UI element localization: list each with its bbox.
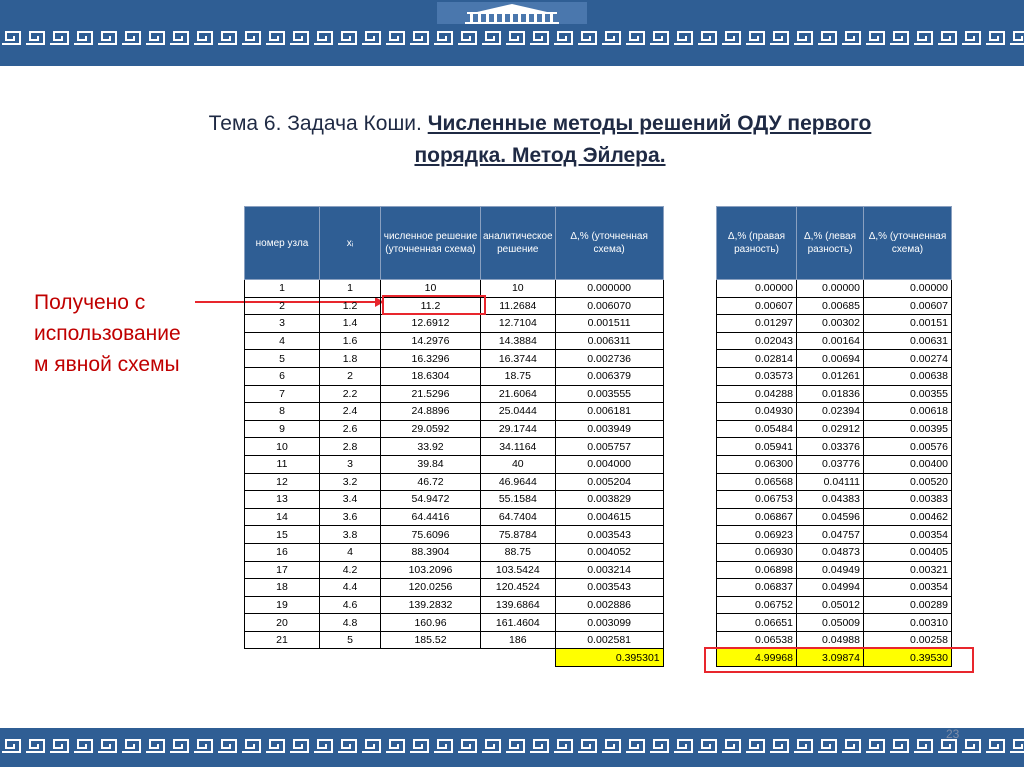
- table-cell: 19: [245, 596, 320, 614]
- table-cell: 0.00274: [864, 350, 952, 368]
- title-bold-line2: порядка. Метод Эйлера.: [414, 144, 666, 167]
- table-cell: 0.006311: [555, 332, 663, 350]
- table-cell: 5: [320, 631, 381, 649]
- table-cell: 1.2: [320, 297, 381, 315]
- table-cell: 24.8896: [381, 403, 481, 421]
- table-row: [245, 526, 664, 544]
- table-cell: 64.7404: [481, 508, 556, 526]
- table-cell: 1.8: [320, 350, 381, 368]
- footer-band: [0, 728, 1024, 767]
- table-cell: 34.1164: [481, 438, 556, 456]
- table-row: [717, 455, 952, 473]
- table-cell: 186: [481, 631, 556, 649]
- table-row: [245, 455, 664, 473]
- table-cell: 29.1744: [481, 420, 556, 438]
- table-cell: 0.01297: [717, 315, 797, 333]
- table-cell: 0.02912: [797, 420, 864, 438]
- table-row: [245, 350, 664, 368]
- table-cell: 0.00289: [864, 596, 952, 614]
- table-row: [245, 403, 664, 421]
- table-cell: 0.04930: [717, 403, 797, 421]
- table-cell: 46.9644: [481, 473, 556, 491]
- table-cell: 0.00000: [797, 280, 864, 298]
- table-row: [717, 596, 952, 614]
- table-cell: 11: [245, 455, 320, 473]
- table-cell: 2.4: [320, 403, 381, 421]
- table-cell: 3.4: [320, 491, 381, 509]
- table-cell: 0.00355: [864, 385, 952, 403]
- empty-cell: [320, 649, 381, 667]
- building-emblem-icon: [437, 2, 587, 24]
- table-cell: 0.06538: [717, 631, 797, 649]
- table-cell: 0.04596: [797, 508, 864, 526]
- table-row: [717, 367, 952, 385]
- table-cell: 0.006070: [555, 297, 663, 315]
- table-cell: 0.00151: [864, 315, 952, 333]
- table-cell: 2.2: [320, 385, 381, 403]
- table-cell: 12.6912: [381, 315, 481, 333]
- total-cell: 0.39530: [864, 649, 952, 667]
- table-cell: 18.75: [481, 367, 556, 385]
- table-cell: 0.003099: [555, 614, 663, 632]
- table-cell: 4.2: [320, 561, 381, 579]
- table-row: [245, 631, 664, 649]
- table-cell: 11.2: [381, 297, 481, 315]
- table-cell: 0.002886: [555, 596, 663, 614]
- table-cell: 0.04949: [797, 561, 864, 579]
- table-cell: 0.00400: [864, 455, 952, 473]
- table-cell: 0.002736: [555, 350, 663, 368]
- table-cell: 0.02043: [717, 332, 797, 350]
- total-cell: 0.395301: [555, 649, 663, 667]
- table-row: [717, 561, 952, 579]
- note-line1: Получено с: [34, 291, 146, 314]
- table-row: [717, 385, 952, 403]
- table-cell: 8: [245, 403, 320, 421]
- table-cell: 0.00321: [864, 561, 952, 579]
- table-cell: 0.00694: [797, 350, 864, 368]
- table-cell: 0.00383: [864, 491, 952, 509]
- table-cell: 46.72: [381, 473, 481, 491]
- col-right-diff: Δ,% (правая разность): [717, 207, 797, 280]
- table-cell: 0.06752: [717, 596, 797, 614]
- table-cell: 4: [245, 332, 320, 350]
- highlight-box-node2: [382, 295, 486, 315]
- table-cell: 21.6064: [481, 385, 556, 403]
- table-row: [245, 332, 664, 350]
- table-row: [245, 438, 664, 456]
- table-row: [245, 508, 664, 526]
- table-cell: 4.4: [320, 579, 381, 597]
- table-row: [717, 350, 952, 368]
- table-cell: 0.006379: [555, 367, 663, 385]
- table-cell: 0.005757: [555, 438, 663, 456]
- table-row: [717, 508, 952, 526]
- table-cell: 1: [320, 280, 381, 298]
- table-cell: 120.0256: [381, 579, 481, 597]
- table-cell: 0.01261: [797, 367, 864, 385]
- table-cell: 75.6096: [381, 526, 481, 544]
- table-cell: 0.06898: [717, 561, 797, 579]
- total-cell: 4.99968: [717, 649, 797, 667]
- table-cell: 0.04757: [797, 526, 864, 544]
- table-cell: 161.4604: [481, 614, 556, 632]
- table-cell: 0.002581: [555, 631, 663, 649]
- table-cell: 0.04994: [797, 579, 864, 597]
- table-cell: 75.8784: [481, 526, 556, 544]
- table-row: [717, 332, 952, 350]
- table-cell: 18: [245, 579, 320, 597]
- delta-table: [716, 206, 952, 667]
- table-cell: 0.00000: [864, 280, 952, 298]
- table-cell: 0.00638: [864, 367, 952, 385]
- table-cell: 0.05012: [797, 596, 864, 614]
- table-cell: 0.00607: [864, 297, 952, 315]
- table-cell: 12: [245, 473, 320, 491]
- col-left-diff: Δ,% (левая разность): [797, 207, 864, 280]
- total-cell: 3.09874: [797, 649, 864, 667]
- table-row: [245, 579, 664, 597]
- table-cell: 54.9472: [381, 491, 481, 509]
- table-cell: 15: [245, 526, 320, 544]
- table-cell: 3: [320, 455, 381, 473]
- table-row: [717, 420, 952, 438]
- table-cell: 29.0592: [381, 420, 481, 438]
- table-cell: 0.03376: [797, 438, 864, 456]
- table-cell: 16.3296: [381, 350, 481, 368]
- table-cell: 2.8: [320, 438, 381, 456]
- table-cell: 0.06753: [717, 491, 797, 509]
- table-cell: 1: [245, 280, 320, 298]
- table-row: [717, 438, 952, 456]
- table-cell: 20: [245, 614, 320, 632]
- table-row: [245, 385, 664, 403]
- table-cell: 0.04873: [797, 543, 864, 561]
- table-cell: 1.4: [320, 315, 381, 333]
- table-row: [717, 473, 952, 491]
- table-cell: 0.04383: [797, 491, 864, 509]
- table-cell: 0.04111: [797, 473, 864, 491]
- table-cell: 0.00685: [797, 297, 864, 315]
- empty-cell: [481, 649, 556, 667]
- table-cell: 0.003214: [555, 561, 663, 579]
- table-cell: 0.00607: [717, 297, 797, 315]
- table-cell: 0.05009: [797, 614, 864, 632]
- table-cell: 2.6: [320, 420, 381, 438]
- table-cell: 3.2: [320, 473, 381, 491]
- table-cell: 0.03776: [797, 455, 864, 473]
- table-cell: 0.04288: [717, 385, 797, 403]
- table-cell: 0.00302: [797, 315, 864, 333]
- euler-table: [244, 206, 664, 667]
- header-band: [0, 0, 1024, 66]
- table-row: [245, 420, 664, 438]
- table-cell: 103.2096: [381, 561, 481, 579]
- table-cell: 33.92: [381, 438, 481, 456]
- table-cell: 0.02814: [717, 350, 797, 368]
- table-cell: 0.00462: [864, 508, 952, 526]
- table-cell: 0.00164: [797, 332, 864, 350]
- table-row: [717, 579, 952, 597]
- title-plain: Тема 6. Задача Коши.: [208, 112, 428, 135]
- table-header-row: [717, 207, 952, 280]
- table-cell: 0.00631: [864, 332, 952, 350]
- table-row: [245, 491, 664, 509]
- table-cell: 3.8: [320, 526, 381, 544]
- highlight-box-totals: [704, 647, 974, 673]
- col-node: номер узла: [245, 207, 320, 280]
- table-cell: 0.00354: [864, 526, 952, 544]
- table-row: [717, 297, 952, 315]
- table-row: [245, 543, 664, 561]
- table-cell: 9: [245, 420, 320, 438]
- page-number: 23: [946, 727, 960, 741]
- table-cell: 10: [381, 280, 481, 298]
- table-cell: 55.1584: [481, 491, 556, 509]
- table-row: [717, 280, 952, 298]
- table-cell: 0.003949: [555, 420, 663, 438]
- table-cell: 139.2832: [381, 596, 481, 614]
- table-cell: 25.0444: [481, 403, 556, 421]
- table-cell: 0.00310: [864, 614, 952, 632]
- table-cell: 1.6: [320, 332, 381, 350]
- table-cell: 0.06930: [717, 543, 797, 561]
- empty-cell: [381, 649, 481, 667]
- table-cell: 0.001511: [555, 315, 663, 333]
- meander-border-top: [0, 28, 1024, 48]
- col-refined: Δ,% (уточненная схема): [864, 207, 952, 280]
- table-row: [245, 367, 664, 385]
- table-cell: 103.5424: [481, 561, 556, 579]
- table-cell: 14: [245, 508, 320, 526]
- page-title: [100, 108, 980, 172]
- table-cell: 21.5296: [381, 385, 481, 403]
- table-cell: 0.003829: [555, 491, 663, 509]
- table-row: [717, 543, 952, 561]
- table-cell: 0.00576: [864, 438, 952, 456]
- table-cell: 0.006181: [555, 403, 663, 421]
- col-x: xᵢ: [320, 207, 381, 280]
- table-row: [245, 614, 664, 632]
- table-row: [245, 315, 664, 333]
- table-cell: 0.003543: [555, 579, 663, 597]
- table-cell: 4: [320, 543, 381, 561]
- table-cell: 0.06300: [717, 455, 797, 473]
- table-cell: 0.004000: [555, 455, 663, 473]
- table-cell: 3: [245, 315, 320, 333]
- table-row: [245, 473, 664, 491]
- table-cell: 0.005204: [555, 473, 663, 491]
- table-cell: 4.8: [320, 614, 381, 632]
- table-cell: 0.06568: [717, 473, 797, 491]
- table-cell: 6: [245, 367, 320, 385]
- table-row: [717, 315, 952, 333]
- note-line3: м явной схемы: [34, 353, 180, 376]
- table-cell: 0.00618: [864, 403, 952, 421]
- table-cell: 3.6: [320, 508, 381, 526]
- table-cell: 0.004615: [555, 508, 663, 526]
- table-cell: 0.06867: [717, 508, 797, 526]
- table-cell: 0.00395: [864, 420, 952, 438]
- table-cell: 40: [481, 455, 556, 473]
- table-cell: 7: [245, 385, 320, 403]
- table-cell: 120.4524: [481, 579, 556, 597]
- table-cell: 16: [245, 543, 320, 561]
- table-cell: 13: [245, 491, 320, 509]
- table-cell: 0.06837: [717, 579, 797, 597]
- table-cell: 5: [245, 350, 320, 368]
- table-row: [245, 596, 664, 614]
- table-cell: 0.05941: [717, 438, 797, 456]
- table-cell: 0.06651: [717, 614, 797, 632]
- table-cell: 0.05484: [717, 420, 797, 438]
- table-cell: 10: [245, 438, 320, 456]
- table-cell: 17: [245, 561, 320, 579]
- table-cell: 16.3744: [481, 350, 556, 368]
- table-row: [717, 403, 952, 421]
- table-cell: 0.04988: [797, 631, 864, 649]
- col-analytic: аналитическое решение: [481, 207, 556, 280]
- table-cell: 0.000000: [555, 280, 663, 298]
- table-cell: 18.6304: [381, 367, 481, 385]
- table-cell: 21: [245, 631, 320, 649]
- table-row: [245, 561, 664, 579]
- table-cell: 4.6: [320, 596, 381, 614]
- table-row: [717, 526, 952, 544]
- title-bold-line1: Численные методы решений ОДУ первого: [427, 112, 872, 135]
- table-cell: 0.00000: [717, 280, 797, 298]
- table-cell: 0.003543: [555, 526, 663, 544]
- table-cell: 0.00258: [864, 631, 952, 649]
- table-cell: 0.03573: [717, 367, 797, 385]
- table-cell: 0.00520: [864, 473, 952, 491]
- table-cell: 14.3884: [481, 332, 556, 350]
- table-cell: 0.00405: [864, 543, 952, 561]
- table-cell: 12.7104: [481, 315, 556, 333]
- table-header-row: [245, 207, 664, 280]
- table-cell: 185.52: [381, 631, 481, 649]
- table-cell: 10: [481, 280, 556, 298]
- table-cell: 160.96: [381, 614, 481, 632]
- empty-cell: [245, 649, 320, 667]
- table-cell: 0.02394: [797, 403, 864, 421]
- table-cell: 39.84: [381, 455, 481, 473]
- table-cell: 88.3904: [381, 543, 481, 561]
- table-cell: 2: [320, 367, 381, 385]
- table-cell: 2: [245, 297, 320, 315]
- table-cell: 0.003555: [555, 385, 663, 403]
- meander-border-bottom: [0, 736, 1024, 756]
- table-row: [717, 614, 952, 632]
- table-row: [717, 491, 952, 509]
- table-cell: 14.2976: [381, 332, 481, 350]
- annotation-note: [34, 287, 181, 380]
- table-cell: 11.2684: [481, 297, 556, 315]
- table-cell: 88.75: [481, 543, 556, 561]
- col-numeric: численное решение (уточненная схема): [381, 207, 481, 280]
- table-cell: 64.4416: [381, 508, 481, 526]
- table-cell: 0.06923: [717, 526, 797, 544]
- table-cell: 0.00354: [864, 579, 952, 597]
- table-cell: 139.6864: [481, 596, 556, 614]
- table-cell: 0.01836: [797, 385, 864, 403]
- col-delta: Δ,% (уточненная схема): [555, 207, 663, 280]
- total-row: [245, 649, 664, 667]
- note-line2: использование: [34, 322, 181, 345]
- table-cell: 0.004052: [555, 543, 663, 561]
